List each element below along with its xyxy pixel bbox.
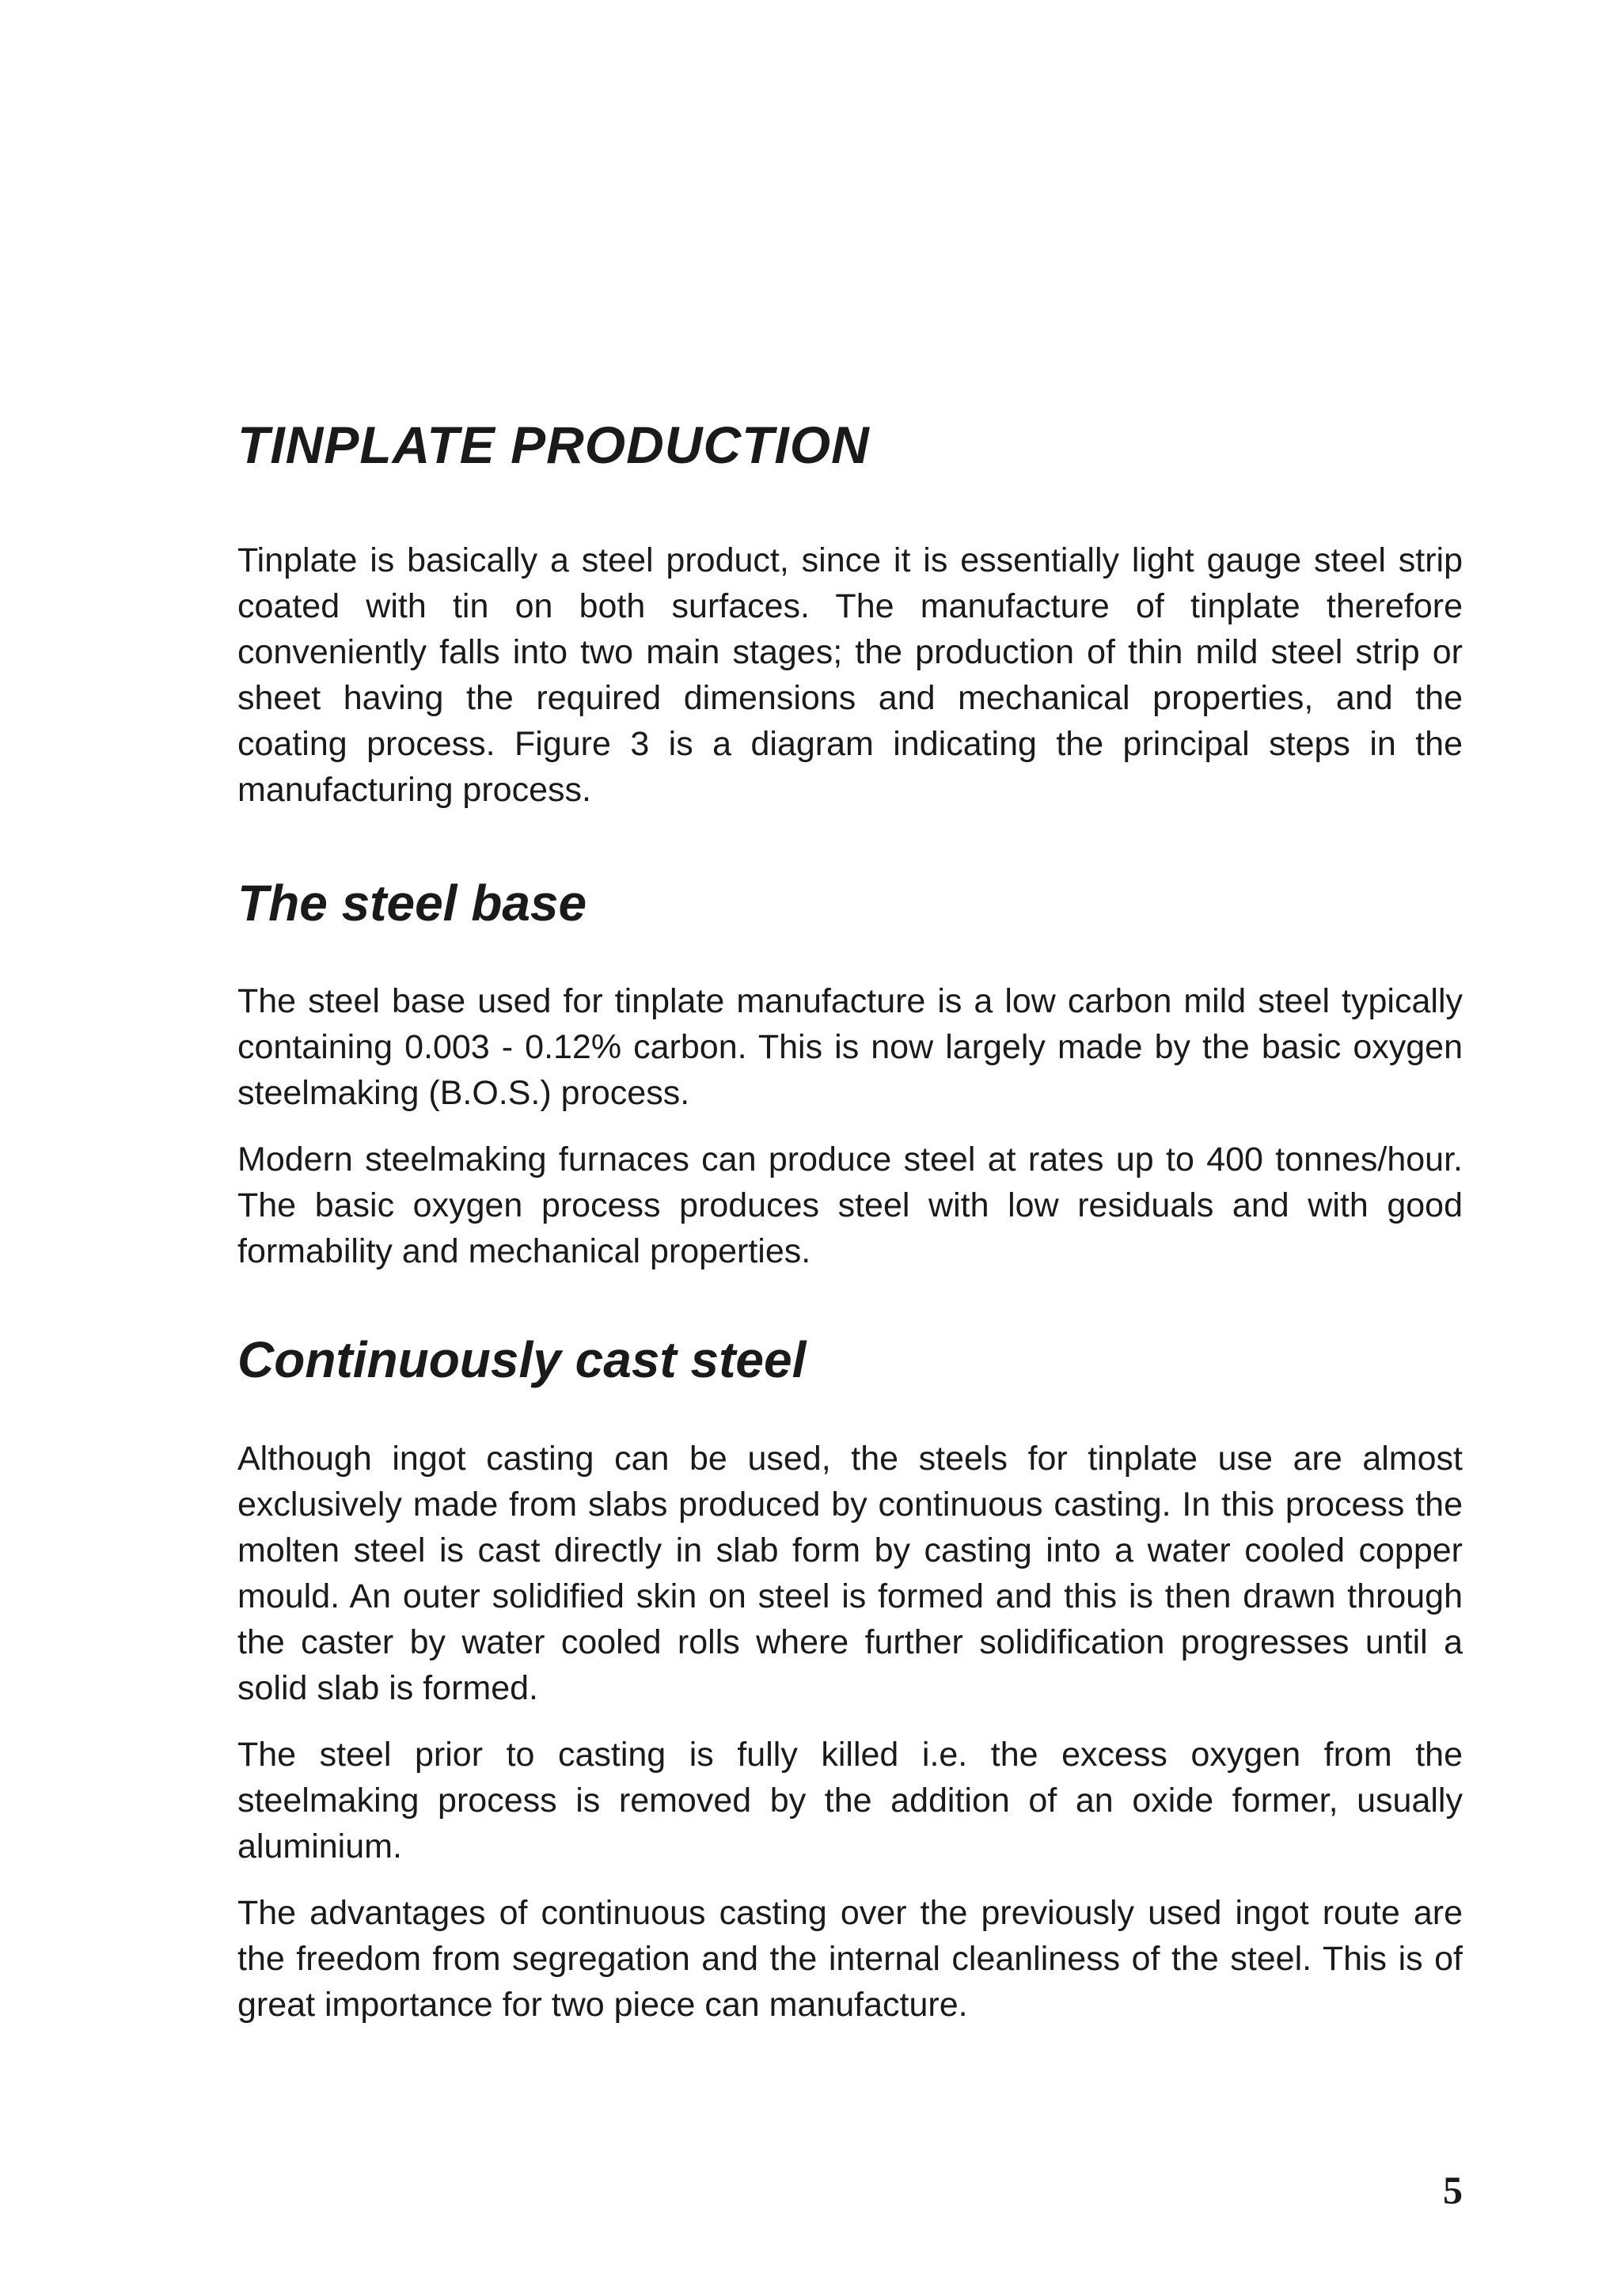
page-number: 5 <box>1443 2168 1463 2212</box>
section-continuously-cast-steel <box>237 1331 1463 2028</box>
page-title: TINPLATE PRODUCTION <box>237 416 870 474</box>
paragraph: The steel base used for tinplate manufacture is a low carbon mild steel typically containing 0.003 - 0.12% carbon. This is now largely made by the basic oxygen steelmaking (B.O.S.) process. <box>237 982 1463 1113</box>
paragraph: The advantages of continuous casting over the previously used ingot route are the freedom from segregation and the internal cleanliness of the steel. This is of great importance for two piece can manufacture. <box>237 1894 1463 2025</box>
paragraph: Modern steelmaking furnaces can produce steel at rates up to 400 tonnes/hour. The basic oxygen process produces steel with low residuals and with good formability and mechanical properties. <box>237 1140 1463 1271</box>
section-heading: The steel base <box>237 874 587 932</box>
document-page <box>237 416 1463 2048</box>
section-steel-base <box>237 875 1463 1275</box>
paragraph: Although ingot casting can be used, the steels for tinplate use are almost exclusively made from slabs produced by continuous casting. In this process the molten steel is cast directly in slab form by casting into a water cooled copper mould. An outer solidified skin on steel is formed and this is then drawn through the caster by water cooled rolls where further solidification progresses until a solid slab is formed. <box>237 1440 1463 1708</box>
intro-paragraph: Tinplate is basically a steel product, since it is essentially light gauge steel strip coated with tin on both surfaces. The manufacture of tinplate therefore conveniently falls into two main stages; the production of thin mild steel strip or sheet having the required dimensions and mechanical properties, and the coating process. Figure 3 is a diagram indicating the principal steps in the manufacturing process. <box>237 541 1463 809</box>
section-heading: Continuously cast steel <box>237 1331 807 1389</box>
paragraph: The steel prior to casting is fully killed i.e. the excess oxygen from the steelmaking process is removed by the addition of an oxide former, usually aluminium. <box>237 1736 1463 1866</box>
